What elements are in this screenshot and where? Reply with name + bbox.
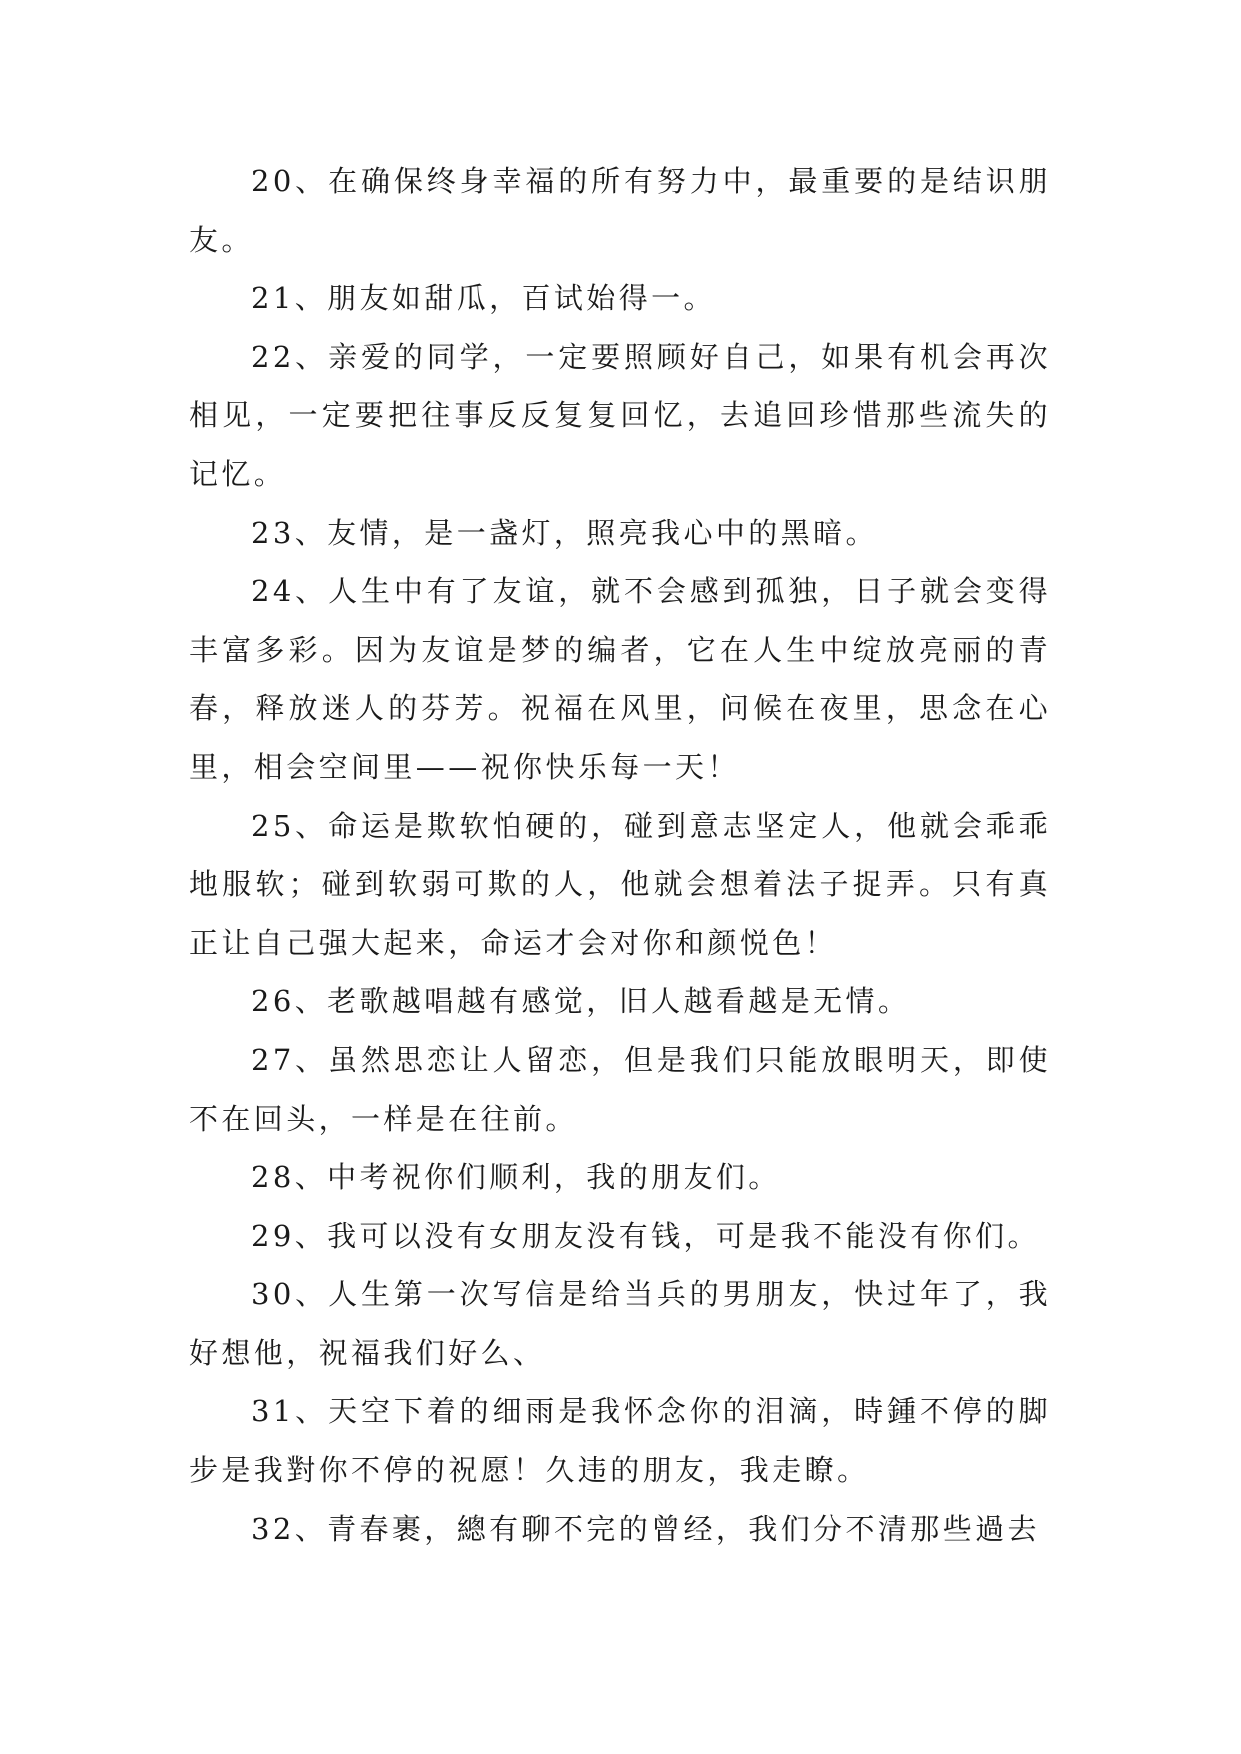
document-body <box>189 152 1051 1558</box>
paragraph-23: 23、友情，是一盏灯，照亮我心中的黑暗。 <box>251 515 878 550</box>
paragraph-25: 25、命运是欺软怕硬的，碰到意志坚定人，他就会乖乖地服软；碰到软弱可欺的人，他就会想着法子捉弄。只有真正让自己强大起来，命运才会对你和颜悦色！ <box>189 808 1051 960</box>
paragraph-29: 29、我可以没有女朋友没有钱，可是我不能没有你们。 <box>251 1218 1040 1253</box>
paragraph-28: 28、中考祝你们顺利，我的朋友们。 <box>251 1160 781 1195</box>
paragraph-24: 24、人生中有了友谊，就不会感到孤独，日子就会变得丰富多彩。因为友谊是梦的编者，它在人生中绽放亮丽的青春，释放迷人的芬芳。祝福在风里，问候在夜里，思念在心里，相会空间里——祝你快乐每一天！ <box>189 574 1051 784</box>
paragraph-20: 20、在确保终身幸福的所有努力中，最重要的是结识朋友。 <box>189 164 1051 257</box>
paragraph-31: 31、天空下着的细雨是我怀念你的泪滴，時鍾不停的脚步是我對你不停的祝愿！久违的朋友，我走瞭。 <box>189 1394 1051 1488</box>
paragraph-30: 30、人生第一次写信是给当兵的男朋友，快过年了，我好想他，祝福我们好么、 <box>189 1277 1051 1370</box>
paragraph-26: 26、老歌越唱越有感觉，旧人越看越是无情。 <box>251 984 911 1019</box>
paragraph-27: 27、虽然思恋让人留恋，但是我们只能放眼明天，即使不在回头，一样是在往前。 <box>189 1042 1051 1136</box>
paragraph-22: 22、亲爱的同学，一定要照顾好自己，如果有机会再次相见，一定要把往事反反复复回忆，去追回珍惜那些流失的记忆。 <box>189 339 1051 491</box>
paragraph-21: 21、朋友如甜瓜，百试始得一。 <box>251 281 716 316</box>
paragraph-32: 32、青春裹，總有聊不完的曾经，我们分不清那些過去 <box>251 1511 1040 1546</box>
